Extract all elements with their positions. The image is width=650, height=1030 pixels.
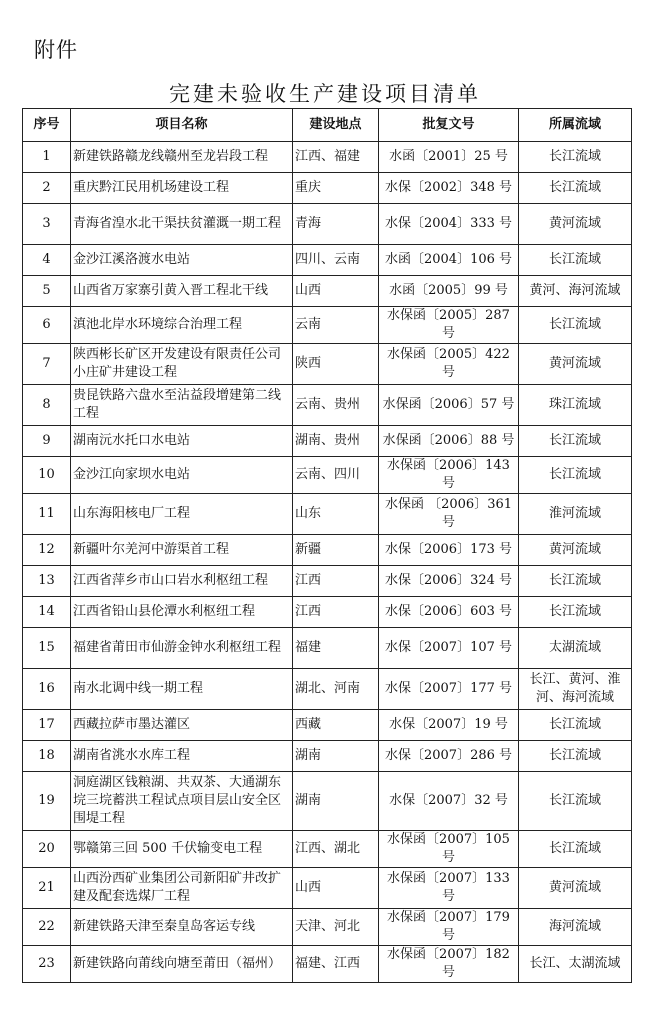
- project-name: 陕西彬长矿区开发建设有限责任公司小庄矿井建设工程: [71, 344, 293, 385]
- approval-doc: 水保函〔2007〕105 号: [379, 831, 519, 868]
- table-row: [23, 868, 632, 909]
- table-row: [23, 276, 632, 307]
- location: 福建、江西: [293, 946, 379, 983]
- row-number: 13: [23, 566, 71, 597]
- row-number: 6: [23, 307, 71, 344]
- row-number: 17: [23, 710, 71, 741]
- table-row: [23, 494, 632, 535]
- table-row: [23, 426, 632, 457]
- approval-doc: 水保〔2007〕107 号: [379, 628, 519, 669]
- row-number: 11: [23, 494, 71, 535]
- row-number: 15: [23, 628, 71, 669]
- basin: 黄河流域: [519, 344, 632, 385]
- location: 天津、河北: [293, 909, 379, 946]
- column-header-doc: 批复文号: [379, 109, 519, 142]
- location: 湖南、贵州: [293, 426, 379, 457]
- basin: 长江流域: [519, 597, 632, 628]
- project-name: 南水北调中线一期工程: [71, 669, 293, 710]
- location: 湖北、河南: [293, 669, 379, 710]
- project-name: 新疆叶尔羌河中游渠首工程: [71, 535, 293, 566]
- table-header-row: [23, 109, 632, 142]
- location: 湖南: [293, 741, 379, 772]
- table-row: [23, 946, 632, 983]
- row-number: 2: [23, 173, 71, 204]
- basin: 长江流域: [519, 772, 632, 831]
- project-name: 江西省萍乡市山口岩水利枢纽工程: [71, 566, 293, 597]
- column-header-name: 项目名称: [71, 109, 293, 142]
- project-name: 金沙江溪洛渡水电站: [71, 245, 293, 276]
- basin: 长江流域: [519, 710, 632, 741]
- location: 山西: [293, 276, 379, 307]
- table-row: [23, 628, 632, 669]
- location: 青海: [293, 204, 379, 245]
- basin: 长江流域: [519, 307, 632, 344]
- row-number: 3: [23, 204, 71, 245]
- approval-doc: 水保〔2006〕173 号: [379, 535, 519, 566]
- row-number: 9: [23, 426, 71, 457]
- table-row: [23, 173, 632, 204]
- project-name: 湖南沅水托口水电站: [71, 426, 293, 457]
- row-number: 10: [23, 457, 71, 494]
- basin: 长江、太湖流域: [519, 946, 632, 983]
- basin: 长江流域: [519, 831, 632, 868]
- table-row: [23, 597, 632, 628]
- row-number: 12: [23, 535, 71, 566]
- project-name: 新建铁路天津至秦皇岛客运专线: [71, 909, 293, 946]
- approval-doc: 水保〔2006〕603 号: [379, 597, 519, 628]
- location: 西藏: [293, 710, 379, 741]
- location: 重庆: [293, 173, 379, 204]
- approval-doc: 水保〔2006〕324 号: [379, 566, 519, 597]
- row-number: 18: [23, 741, 71, 772]
- location: 云南: [293, 307, 379, 344]
- table-row: [23, 142, 632, 173]
- basin: 长江流域: [519, 741, 632, 772]
- table-row: [23, 710, 632, 741]
- approval-doc: 水保〔2007〕32 号: [379, 772, 519, 831]
- approval-doc: 水保函〔2007〕133 号: [379, 868, 519, 909]
- basin: 长江流域: [519, 426, 632, 457]
- basin: 长江、黄河、淮河、海河流域: [519, 669, 632, 710]
- project-name: 山西省万家寨引黄入晋工程北干线: [71, 276, 293, 307]
- approval-doc: 水保函 〔2006〕361 号: [379, 494, 519, 535]
- row-number: 19: [23, 772, 71, 831]
- basin: 长江流域: [519, 173, 632, 204]
- approval-doc: 水函〔2004〕106 号: [379, 245, 519, 276]
- row-number: 23: [23, 946, 71, 983]
- location: 云南、四川: [293, 457, 379, 494]
- project-name: 福建省莆田市仙游金钟水利枢纽工程: [71, 628, 293, 669]
- table-row: [23, 245, 632, 276]
- project-name: 山西汾西矿业集团公司新阳矿井改扩建及配套选煤厂工程: [71, 868, 293, 909]
- column-header-location: 建设地点: [293, 109, 379, 142]
- basin: 太湖流域: [519, 628, 632, 669]
- basin: 长江流域: [519, 245, 632, 276]
- project-table: [22, 108, 632, 983]
- table-row: [23, 307, 632, 344]
- row-number: 16: [23, 669, 71, 710]
- approval-doc: 水保〔2007〕177 号: [379, 669, 519, 710]
- table-row: [23, 566, 632, 597]
- basin: 海河流域: [519, 909, 632, 946]
- approval-doc: 水保〔2007〕286 号: [379, 741, 519, 772]
- row-number: 7: [23, 344, 71, 385]
- location: 陕西: [293, 344, 379, 385]
- location: 四川、云南: [293, 245, 379, 276]
- approval-doc: 水保函〔2006〕143 号: [379, 457, 519, 494]
- approval-doc: 水保函〔2005〕422 号: [379, 344, 519, 385]
- basin: 黄河流域: [519, 868, 632, 909]
- location: 江西: [293, 566, 379, 597]
- project-name: 洞庭湖区钱粮湖、共双茶、大通湖东垸三垸蓄洪工程试点项目层山安全区围堤工程: [71, 772, 293, 831]
- project-name: 鄂赣第三回 500 千伏输变电工程: [71, 831, 293, 868]
- approval-doc: 水保〔2007〕19 号: [379, 710, 519, 741]
- row-number: 20: [23, 831, 71, 868]
- project-name: 江西省铅山县伦潭水利枢纽工程: [71, 597, 293, 628]
- project-name: 新建铁路向莆线向塘至莆田（福州）: [71, 946, 293, 983]
- table-row: [23, 741, 632, 772]
- project-name: 山东海阳核电厂工程: [71, 494, 293, 535]
- page-title: 完建未验收生产建设项目清单: [169, 82, 481, 106]
- column-header-basin: 所属流域: [519, 109, 632, 142]
- project-name: 新建铁路赣龙线赣州至龙岩段工程: [71, 142, 293, 173]
- basin: 黄河流域: [519, 204, 632, 245]
- basin: 长江流域: [519, 457, 632, 494]
- row-number: 1: [23, 142, 71, 173]
- row-number: 21: [23, 868, 71, 909]
- row-number: 22: [23, 909, 71, 946]
- basin: 长江流域: [519, 566, 632, 597]
- basin: 珠江流域: [519, 385, 632, 426]
- table-row: [23, 204, 632, 245]
- row-number: 14: [23, 597, 71, 628]
- approval-doc: 水保〔2004〕333 号: [379, 204, 519, 245]
- project-name: 湖南省洮水水库工程: [71, 741, 293, 772]
- basin: 黄河流域: [519, 535, 632, 566]
- project-name: 贵昆铁路六盘水至沾益段增建第二线工程: [71, 385, 293, 426]
- location: 江西、福建: [293, 142, 379, 173]
- row-number: 4: [23, 245, 71, 276]
- project-name: 西藏拉萨市墨达灌区: [71, 710, 293, 741]
- approval-doc: 水保函〔2006〕57 号: [379, 385, 519, 426]
- table-row: [23, 535, 632, 566]
- table-row: [23, 344, 632, 385]
- table-row: [23, 385, 632, 426]
- project-name: 滇池北岸水环境综合治理工程: [71, 307, 293, 344]
- project-name: 重庆黔江民用机场建设工程: [71, 173, 293, 204]
- location: 山东: [293, 494, 379, 535]
- location: 云南、贵州: [293, 385, 379, 426]
- approval-doc: 水函〔2005〕99 号: [379, 276, 519, 307]
- location: 江西: [293, 597, 379, 628]
- table-row: [23, 909, 632, 946]
- project-name: 金沙江向家坝水电站: [71, 457, 293, 494]
- attachment-label: 附件: [34, 38, 78, 62]
- table-row: [23, 772, 632, 831]
- table-row: [23, 669, 632, 710]
- approval-doc: 水保函〔2006〕88 号: [379, 426, 519, 457]
- approval-doc: 水保函〔2005〕287 号: [379, 307, 519, 344]
- approval-doc: 水保函〔2007〕182 号: [379, 946, 519, 983]
- location: 福建: [293, 628, 379, 669]
- basin: 长江流域: [519, 142, 632, 173]
- approval-doc: 水保函〔2007〕179 号: [379, 909, 519, 946]
- basin: 黄河、海河流域: [519, 276, 632, 307]
- table-row: [23, 831, 632, 868]
- location: 江西、湖北: [293, 831, 379, 868]
- approval-doc: 水保〔2002〕348 号: [379, 173, 519, 204]
- location: 湖南: [293, 772, 379, 831]
- table-row: [23, 457, 632, 494]
- row-number: 8: [23, 385, 71, 426]
- row-number: 5: [23, 276, 71, 307]
- location: 新疆: [293, 535, 379, 566]
- approval-doc: 水函〔2001〕25 号: [379, 142, 519, 173]
- basin: 淮河流域: [519, 494, 632, 535]
- project-name: 青海省湟水北干渠扶贫灌溉一期工程: [71, 204, 293, 245]
- location: 山西: [293, 868, 379, 909]
- column-header-no: 序号: [23, 109, 71, 142]
